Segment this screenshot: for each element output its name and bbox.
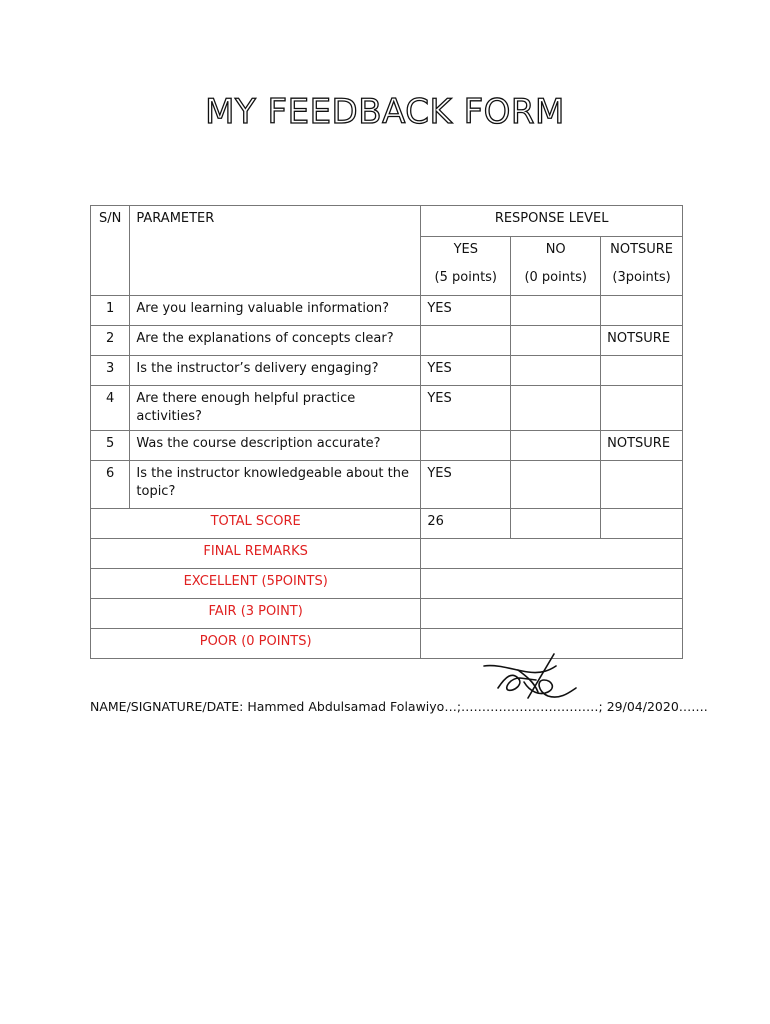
final-remarks-label: FINAL REMARKS bbox=[91, 539, 421, 569]
final-remarks-row bbox=[91, 539, 683, 569]
table-row bbox=[91, 386, 683, 431]
row-notsure: NOTSURE bbox=[601, 326, 683, 356]
row-notsure: NOTSURE bbox=[601, 431, 683, 461]
row-parameter: Are the explanations of concepts clear? bbox=[130, 326, 421, 356]
row-no bbox=[511, 461, 601, 509]
total-score-row bbox=[91, 509, 683, 539]
remark-fair-value bbox=[421, 599, 683, 629]
table-row bbox=[91, 356, 683, 386]
page-title: MY FEEDBACK FORM bbox=[205, 92, 565, 132]
remark-poor: POOR (0 POINTS) bbox=[91, 629, 421, 659]
row-notsure bbox=[601, 461, 683, 509]
header-response-level: RESPONSE LEVEL bbox=[421, 206, 683, 237]
header-notsure bbox=[601, 237, 683, 296]
row-notsure bbox=[601, 386, 683, 431]
final-remarks-value bbox=[421, 539, 683, 569]
row-parameter: Was the course description accurate? bbox=[130, 431, 421, 461]
row-yes: YES bbox=[421, 461, 511, 509]
row-yes: YES bbox=[421, 296, 511, 326]
header-no-label: NO bbox=[545, 242, 566, 257]
table-row bbox=[91, 326, 683, 356]
header-yes-label: YES bbox=[453, 242, 478, 257]
row-sn: 2 bbox=[91, 326, 130, 356]
remark-row bbox=[91, 599, 683, 629]
header-no-points: (0 points) bbox=[524, 270, 587, 285]
row-parameter: Are you learning valuable information? bbox=[130, 296, 421, 326]
name-signature-date-line: NAME/SIGNATURE/DATE: Hammed Abdulsamad Folawiyo…;……………………………; 29/04/2020……. bbox=[90, 699, 708, 714]
row-no bbox=[511, 386, 601, 431]
row-yes bbox=[421, 431, 511, 461]
row-notsure bbox=[601, 296, 683, 326]
table-row bbox=[91, 461, 683, 509]
header-parameter: PARAMETER bbox=[130, 206, 421, 296]
total-score-notsure-cell bbox=[601, 509, 683, 539]
row-parameter: Is the instructor knowledgeable about the topic? bbox=[130, 461, 421, 509]
remark-fair: FAIR (3 POINT) bbox=[91, 599, 421, 629]
table-header-row bbox=[91, 206, 683, 237]
row-no bbox=[511, 356, 601, 386]
row-notsure bbox=[601, 356, 683, 386]
feedback-table bbox=[90, 205, 683, 659]
row-parameter: Is the instructor’s delivery engaging? bbox=[130, 356, 421, 386]
header-no bbox=[511, 237, 601, 296]
row-no bbox=[511, 326, 601, 356]
remark-excellent-value bbox=[421, 569, 683, 599]
row-sn: 6 bbox=[91, 461, 130, 509]
row-no bbox=[511, 296, 601, 326]
header-yes-points: (5 points) bbox=[434, 270, 498, 285]
table-row bbox=[91, 431, 683, 461]
row-yes: YES bbox=[421, 356, 511, 386]
row-sn: 4 bbox=[91, 386, 130, 431]
header-notsure-points: (3points) bbox=[612, 270, 671, 285]
row-sn: 1 bbox=[91, 296, 130, 326]
remark-row bbox=[91, 629, 683, 659]
remark-excellent: EXCELLENT (5POINTS) bbox=[91, 569, 421, 599]
header-yes bbox=[421, 237, 511, 296]
row-sn: 5 bbox=[91, 431, 130, 461]
row-parameter: Are there enough helpful practice activities? bbox=[130, 386, 421, 431]
row-no bbox=[511, 431, 601, 461]
row-yes: YES bbox=[421, 386, 511, 431]
header-sn: S/N bbox=[91, 206, 130, 296]
remark-row bbox=[91, 569, 683, 599]
total-score-value: 26 bbox=[421, 509, 511, 539]
row-sn: 3 bbox=[91, 356, 130, 386]
total-score-label: TOTAL SCORE bbox=[91, 509, 421, 539]
header-notsure-label: NOTSURE bbox=[610, 242, 674, 257]
table-row bbox=[91, 296, 683, 326]
total-score-no-cell bbox=[511, 509, 601, 539]
row-yes bbox=[421, 326, 511, 356]
